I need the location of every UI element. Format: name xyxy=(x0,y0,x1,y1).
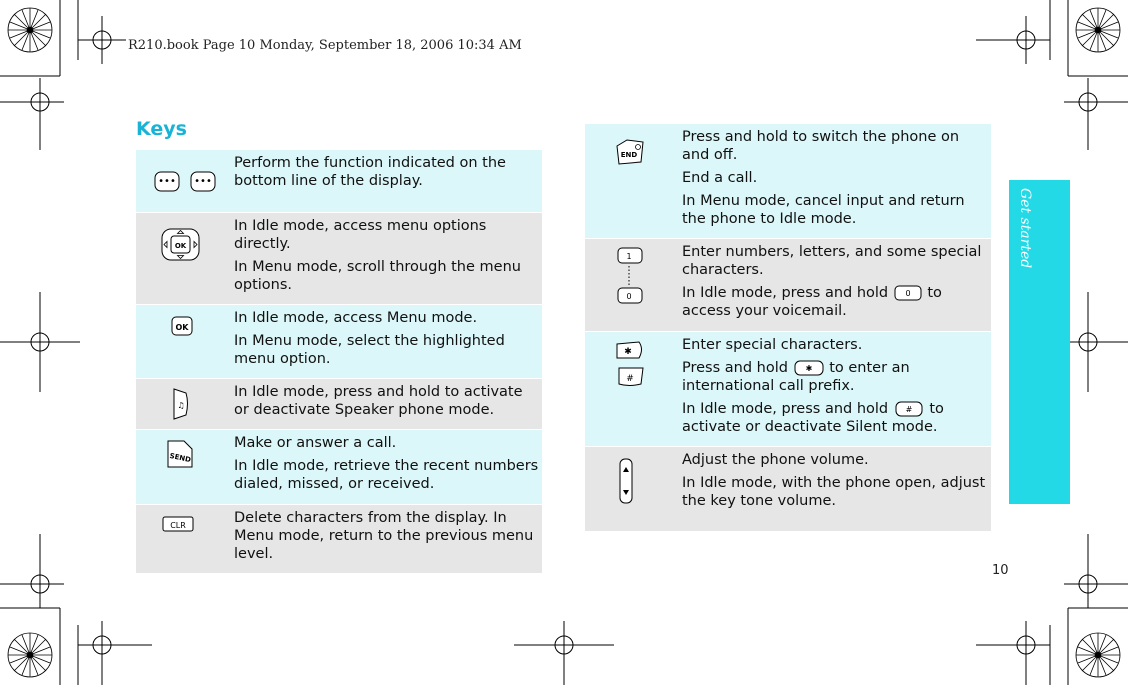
volume-keys-icon xyxy=(618,458,634,504)
key-description xyxy=(682,284,990,320)
svg-text:#: # xyxy=(905,405,913,414)
key-row xyxy=(136,305,542,378)
svg-text:0: 0 xyxy=(905,289,911,298)
key-description-part: to activate or deactivate Silent mode. xyxy=(682,401,944,435)
key-description-part: In Idle mode, press and hold xyxy=(682,285,889,301)
svg-text:•••: ••• xyxy=(158,176,176,187)
navigation-key-icon xyxy=(161,228,201,262)
section-side-tab xyxy=(1009,180,1070,504)
key-description xyxy=(682,359,987,395)
key-description: In Menu mode, scroll through the menu options. xyxy=(234,259,521,293)
svg-text:✱: ✱ xyxy=(805,364,812,373)
key-description-part: to access your voicemail. xyxy=(682,285,942,319)
key-row xyxy=(585,124,991,238)
key-description: In Idle mode, press and hold to activate or deactivate Speaker phone mode. xyxy=(234,384,523,418)
key-row xyxy=(136,150,542,212)
key-row xyxy=(585,239,991,331)
hash-key-inline-icon xyxy=(893,401,925,417)
svg-text:CLR: CLR xyxy=(170,521,186,530)
key-row xyxy=(585,332,991,446)
page-title: Keys xyxy=(136,118,187,140)
key-description: End a call. xyxy=(682,170,758,186)
key-description: Make or answer a call. xyxy=(234,435,397,451)
svg-text:1: 1 xyxy=(626,252,632,261)
key-description-part: Press and hold xyxy=(682,360,788,376)
star-hash-keys-icon xyxy=(615,340,645,388)
speaker-key-icon xyxy=(172,387,190,421)
key-description: In Idle mode, access menu options directly. xyxy=(234,218,487,252)
key-description xyxy=(682,400,987,436)
svg-text:#: # xyxy=(626,374,634,384)
key-description: In Idle mode, with the phone open, adjust the key tone volume. xyxy=(682,475,986,509)
left-key-table xyxy=(136,150,542,573)
svg-text:✱: ✱ xyxy=(624,347,632,357)
key-description: In Menu mode, select the highlighted menu option. xyxy=(234,333,505,367)
key-description: Press and hold to switch the phone on and off. xyxy=(682,129,960,163)
svg-text:END: END xyxy=(620,151,638,159)
star-key-inline-icon xyxy=(793,360,825,376)
ok-key-icon xyxy=(171,316,193,336)
send-key-icon xyxy=(166,439,194,469)
key-row xyxy=(585,447,991,531)
key-description: In Idle mode, access Menu mode. xyxy=(234,310,478,326)
svg-text:OK: OK xyxy=(175,323,189,332)
key-row xyxy=(136,213,542,304)
page-number: 10 xyxy=(992,563,1009,578)
key-description: Adjust the phone volume. xyxy=(682,452,869,468)
key-description: Enter numbers, letters, and some special characters. xyxy=(682,244,982,278)
key-description: In Idle mode, retrieve the recent numbers dialed, missed, or received. xyxy=(234,458,539,492)
svg-text:SEND: SEND xyxy=(168,451,192,465)
key-description: In Menu mode, cancel input and return the phone to Idle mode. xyxy=(682,193,965,227)
section-side-tab-label: Get started xyxy=(1017,188,1033,269)
soft-keys-icon xyxy=(154,170,216,194)
key-description: Perform the function indicated on the bottom line of the display. xyxy=(234,155,506,189)
key-description: Enter special characters. xyxy=(682,337,863,353)
key-row xyxy=(136,505,542,573)
svg-text:•••: ••• xyxy=(194,176,212,187)
zero-key-inline-icon xyxy=(893,285,923,301)
print-header: R210.book Page 10 Monday, September 18, 2006 10:34 AM xyxy=(128,38,522,53)
svg-text:OK: OK xyxy=(174,242,187,250)
svg-text:♫: ♫ xyxy=(177,401,185,410)
key-description-part: In Idle mode, press and hold xyxy=(682,401,889,417)
clr-key-icon xyxy=(162,515,194,533)
key-row xyxy=(136,379,542,429)
key-description-part: to enter an international call prefix. xyxy=(682,360,910,394)
key-row xyxy=(136,430,542,504)
key-description: Delete characters from the display. In Menu mode, return to the previous menu level. xyxy=(234,510,534,562)
number-keys-icon xyxy=(617,246,643,306)
end-key-icon xyxy=(615,138,645,166)
right-key-table xyxy=(585,124,991,531)
svg-text:0: 0 xyxy=(626,292,632,301)
